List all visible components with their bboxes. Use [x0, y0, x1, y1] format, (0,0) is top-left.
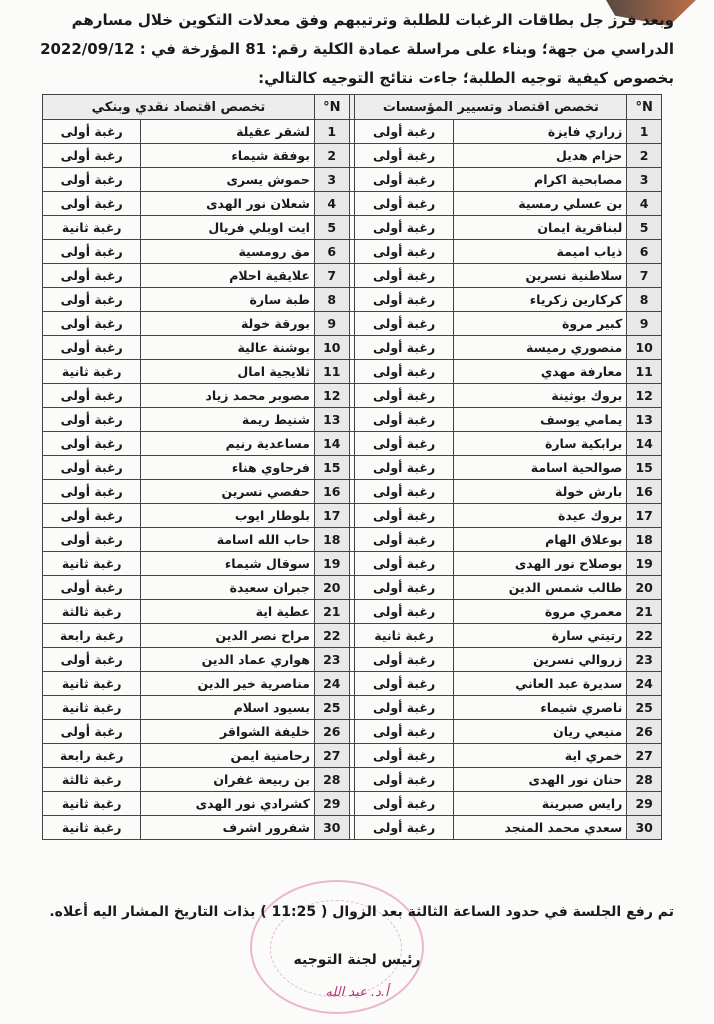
column-gap: [349, 816, 355, 840]
left-preference: رغبة أولى: [43, 408, 141, 432]
left-row-number: 3: [314, 168, 349, 192]
right-preference: رغبة أولى: [355, 192, 453, 216]
left-row-number: 6: [314, 240, 349, 264]
left-student-name: بن ربيعة غفران: [141, 768, 315, 792]
right-preference: رغبة أولى: [355, 408, 453, 432]
right-row-number: 4: [627, 192, 662, 216]
right-num-header: N°: [627, 95, 662, 120]
left-student-name: رحامنية ايمن: [141, 744, 315, 768]
right-preference: رغبة أولى: [355, 240, 453, 264]
left-row-number: 29: [314, 792, 349, 816]
right-student-name: منيعي ريان: [453, 720, 627, 744]
left-row-number: 4: [314, 192, 349, 216]
right-row-number: 19: [627, 552, 662, 576]
left-row-number: 26: [314, 720, 349, 744]
right-row-number: 16: [627, 480, 662, 504]
right-preference: رغبة أولى: [355, 456, 453, 480]
left-preference: رغبة رابعة: [43, 624, 141, 648]
column-gap: [349, 360, 355, 384]
closing-statement: تم رفع الجلسة في حدود الساعة الثالثة بعد الزوال ( 11:25 ) بذات التاريخ المشار اليه أعلاه.: [49, 904, 674, 920]
left-student-name: بلوطار ايوب: [141, 504, 315, 528]
left-row-number: 5: [314, 216, 349, 240]
column-gap: [349, 672, 355, 696]
right-preference: رغبة أولى: [355, 384, 453, 408]
left-preference: رغبة أولى: [43, 648, 141, 672]
left-preference: رغبة أولى: [43, 264, 141, 288]
table-row: [43, 504, 662, 528]
table-row: [43, 792, 662, 816]
right-preference: رغبة أولى: [355, 528, 453, 552]
left-preference: رغبة أولى: [43, 480, 141, 504]
intro-paragraph: [34, 6, 674, 93]
left-student-name: ايت اوبلي فريال: [141, 216, 315, 240]
left-row-number: 22: [314, 624, 349, 648]
left-num-header: N°: [314, 95, 349, 120]
table-body: [43, 120, 662, 840]
column-gap: [349, 432, 355, 456]
right-student-name: طالب شمس الدين: [453, 576, 627, 600]
right-row-number: 2: [627, 144, 662, 168]
table-row: [43, 816, 662, 840]
table-row: [43, 528, 662, 552]
left-student-name: شفرور اشرف: [141, 816, 315, 840]
right-preference: رغبة أولى: [355, 600, 453, 624]
table-row: [43, 120, 662, 144]
table-row: [43, 648, 662, 672]
left-row-number: 14: [314, 432, 349, 456]
right-student-name: سعدي محمد المنجد: [453, 816, 627, 840]
left-row-number: 20: [314, 576, 349, 600]
right-preference: رغبة أولى: [355, 648, 453, 672]
left-row-number: 8: [314, 288, 349, 312]
right-student-name: ناصري شيماء: [453, 696, 627, 720]
left-row-number: 15: [314, 456, 349, 480]
left-row-number: 16: [314, 480, 349, 504]
right-preference: رغبة أولى: [355, 552, 453, 576]
left-student-name: حاب الله اسامة: [141, 528, 315, 552]
table-row: [43, 456, 662, 480]
left-student-name: هواري عماد الدين: [141, 648, 315, 672]
left-row-number: 25: [314, 696, 349, 720]
left-preference: رغبة ثالثة: [43, 600, 141, 624]
column-gap: [349, 552, 355, 576]
right-row-number: 8: [627, 288, 662, 312]
left-row-number: 9: [314, 312, 349, 336]
left-preference: رغبة ثانية: [43, 696, 141, 720]
right-row-number: 18: [627, 528, 662, 552]
right-row-number: 9: [627, 312, 662, 336]
left-row-number: 24: [314, 672, 349, 696]
left-row-number: 2: [314, 144, 349, 168]
right-preference: رغبة ثانية: [355, 624, 453, 648]
right-row-number: 28: [627, 768, 662, 792]
table-row: [43, 144, 662, 168]
right-preference: رغبة أولى: [355, 576, 453, 600]
right-preference: رغبة أولى: [355, 312, 453, 336]
right-student-name: زروالي نسرين: [453, 648, 627, 672]
column-gap: [349, 768, 355, 792]
left-preference: رغبة ثانية: [43, 552, 141, 576]
intro-line-3: بخصوص كيفية توجيه الطلبة؛ جاءت نتائج التوجيه كالتالي:: [258, 69, 674, 87]
right-row-number: 27: [627, 744, 662, 768]
left-row-number: 28: [314, 768, 349, 792]
column-gap: [349, 240, 355, 264]
right-preference: رغبة أولى: [355, 768, 453, 792]
right-student-name: بروك بوثينة: [453, 384, 627, 408]
column-gap: [349, 696, 355, 720]
right-student-name: معمري مروة: [453, 600, 627, 624]
intro-line-1: وبعد فرز جل بطاقات الرغبات للطلبة وترتيبهم وفق معدلات التكوين خلال مسارهم: [71, 11, 674, 29]
left-student-name: شعلان نور الهدى: [141, 192, 315, 216]
right-preference: رغبة أولى: [355, 744, 453, 768]
column-gap: [349, 456, 355, 480]
left-preference: رغبة أولى: [43, 528, 141, 552]
column-gap: [349, 504, 355, 528]
left-student-name: فرحاوي هناء: [141, 456, 315, 480]
column-gap: [349, 95, 355, 120]
right-row-number: 20: [627, 576, 662, 600]
right-student-name: كركارين زكرياء: [453, 288, 627, 312]
right-student-name: بن عسلي رمسية: [453, 192, 627, 216]
left-student-name: سوقال شيماء: [141, 552, 315, 576]
left-student-name: ثلايجية امال: [141, 360, 315, 384]
right-student-name: رايس صبرينة: [453, 792, 627, 816]
left-row-number: 18: [314, 528, 349, 552]
right-preference: رغبة أولى: [355, 432, 453, 456]
left-row-number: 23: [314, 648, 349, 672]
left-row-number: 30: [314, 816, 349, 840]
table-row: [43, 264, 662, 288]
right-row-number: 5: [627, 216, 662, 240]
right-row-number: 11: [627, 360, 662, 384]
left-preference: رغبة رابعة: [43, 744, 141, 768]
table-row: [43, 168, 662, 192]
column-gap: [349, 600, 355, 624]
left-preference: رغبة أولى: [43, 144, 141, 168]
left-preference: رغبة أولى: [43, 384, 141, 408]
right-preference: رغبة أولى: [355, 168, 453, 192]
table-row: [43, 240, 662, 264]
table-row: [43, 576, 662, 600]
right-student-name: بروك عيدة: [453, 504, 627, 528]
right-preference: رغبة أولى: [355, 264, 453, 288]
table-row: [43, 288, 662, 312]
right-preference: رغبة أولى: [355, 504, 453, 528]
table-row: [43, 696, 662, 720]
right-preference: رغبة أولى: [355, 792, 453, 816]
column-gap: [349, 288, 355, 312]
right-preference: رغبة أولى: [355, 360, 453, 384]
left-row-number: 17: [314, 504, 349, 528]
right-row-number: 13: [627, 408, 662, 432]
table-row: [43, 360, 662, 384]
left-preference: رغبة ثانية: [43, 360, 141, 384]
right-row-number: 23: [627, 648, 662, 672]
right-student-name: منصوري رميسة: [453, 336, 627, 360]
right-row-number: 30: [627, 816, 662, 840]
right-student-name: بوعلاق الهام: [453, 528, 627, 552]
column-gap: [349, 312, 355, 336]
column-gap: [349, 528, 355, 552]
right-specialty-title: تخصص اقتصاد وتسيير المؤسسات: [355, 95, 627, 120]
left-preference: رغبة أولى: [43, 456, 141, 480]
right-student-name: رتيتي سارة: [453, 624, 627, 648]
left-preference: رغبة ثانية: [43, 792, 141, 816]
table-row: [43, 312, 662, 336]
right-row-number: 14: [627, 432, 662, 456]
right-student-name: معارفة مهدي: [453, 360, 627, 384]
column-gap: [349, 144, 355, 168]
right-row-number: 25: [627, 696, 662, 720]
column-gap: [349, 168, 355, 192]
right-student-name: حزام هديل: [453, 144, 627, 168]
right-student-name: بارش خولة: [453, 480, 627, 504]
right-student-name: صوالحية اسامة: [453, 456, 627, 480]
right-preference: رغبة أولى: [355, 816, 453, 840]
right-student-name: سلاطنية نسرين: [453, 264, 627, 288]
left-student-name: بسيود اسلام: [141, 696, 315, 720]
table-row: [43, 408, 662, 432]
right-student-name: ذياب اميمة: [453, 240, 627, 264]
left-preference: رغبة أولى: [43, 120, 141, 144]
left-row-number: 12: [314, 384, 349, 408]
left-student-name: علايقية احلام: [141, 264, 315, 288]
left-preference: رغبة أولى: [43, 432, 141, 456]
table-row: [43, 672, 662, 696]
left-row-number: 10: [314, 336, 349, 360]
left-student-name: مصوبر محمد زياد: [141, 384, 315, 408]
right-preference: رغبة أولى: [355, 720, 453, 744]
table-row: [43, 600, 662, 624]
right-row-number: 22: [627, 624, 662, 648]
right-student-name: يمامي يوسف: [453, 408, 627, 432]
column-gap: [349, 384, 355, 408]
left-preference: رغبة ثانية: [43, 816, 141, 840]
left-row-number: 7: [314, 264, 349, 288]
left-preference: رغبة ثانية: [43, 672, 141, 696]
right-preference: رغبة أولى: [355, 696, 453, 720]
left-student-name: مساعدية رنيم: [141, 432, 315, 456]
table-row: [43, 552, 662, 576]
column-gap: [349, 792, 355, 816]
column-gap: [349, 336, 355, 360]
right-student-name: حنان نور الهدى: [453, 768, 627, 792]
orientation-results-table: [42, 94, 662, 840]
right-row-number: 7: [627, 264, 662, 288]
column-gap: [349, 576, 355, 600]
right-preference: رغبة أولى: [355, 480, 453, 504]
left-row-number: 19: [314, 552, 349, 576]
table-row: [43, 192, 662, 216]
right-row-number: 26: [627, 720, 662, 744]
left-student-name: خليفة الشواقر: [141, 720, 315, 744]
right-student-name: خمري اية: [453, 744, 627, 768]
table-row: [43, 720, 662, 744]
left-preference: رغبة أولى: [43, 312, 141, 336]
left-row-number: 11: [314, 360, 349, 384]
table-row: [43, 480, 662, 504]
right-row-number: 3: [627, 168, 662, 192]
right-row-number: 24: [627, 672, 662, 696]
column-gap: [349, 192, 355, 216]
left-student-name: حفصي نسرين: [141, 480, 315, 504]
left-row-number: 21: [314, 600, 349, 624]
table-row: [43, 744, 662, 768]
right-student-name: بوصلاح نور الهدى: [453, 552, 627, 576]
left-student-name: بورقة خولة: [141, 312, 315, 336]
right-row-number: 29: [627, 792, 662, 816]
right-student-name: مصابحية اكرام: [453, 168, 627, 192]
left-student-name: حموش يسرى: [141, 168, 315, 192]
left-preference: رغبة أولى: [43, 504, 141, 528]
left-preference: رغبة أولى: [43, 192, 141, 216]
right-student-name: لبناقرية ايمان: [453, 216, 627, 240]
table-row: [43, 216, 662, 240]
left-preference: رغبة أولى: [43, 240, 141, 264]
column-gap: [349, 408, 355, 432]
intro-line-2: الدراسي من جهة؛ وبناء على مراسلة عمادة الكلية رقم: 81 المؤرخة في : 2022/09/12: [40, 40, 674, 58]
right-student-name: كبير مروة: [453, 312, 627, 336]
left-preference: رغبة ثانية: [43, 216, 141, 240]
right-preference: رغبة أولى: [355, 336, 453, 360]
right-preference: رغبة أولى: [355, 120, 453, 144]
signature-title: رئيس لجنة التوجيه: [293, 952, 421, 968]
column-gap: [349, 480, 355, 504]
right-preference: رغبة أولى: [355, 672, 453, 696]
right-preference: رغبة أولى: [355, 288, 453, 312]
right-row-number: 21: [627, 600, 662, 624]
column-gap: [349, 624, 355, 648]
right-preference: رغبة أولى: [355, 144, 453, 168]
left-row-number: 1: [314, 120, 349, 144]
left-student-name: عطية اية: [141, 600, 315, 624]
left-specialty-title: تخصص اقتصاد نقدي وبنكي: [43, 95, 315, 120]
table-row: [43, 768, 662, 792]
column-gap: [349, 744, 355, 768]
left-student-name: بوشنة عالية: [141, 336, 315, 360]
right-row-number: 6: [627, 240, 662, 264]
left-row-number: 27: [314, 744, 349, 768]
right-student-name: برابكية سارة: [453, 432, 627, 456]
left-student-name: شنيط ريمة: [141, 408, 315, 432]
left-preference: رغبة أولى: [43, 336, 141, 360]
table-row: [43, 432, 662, 456]
left-student-name: مناصرية خير الدين: [141, 672, 315, 696]
right-row-number: 12: [627, 384, 662, 408]
left-student-name: طبة سارة: [141, 288, 315, 312]
right-student-name: زراري فايزة: [453, 120, 627, 144]
column-gap: [349, 216, 355, 240]
left-preference: رغبة أولى: [43, 576, 141, 600]
right-student-name: سديرة عبد العاني: [453, 672, 627, 696]
left-student-name: جبران سعيدة: [141, 576, 315, 600]
right-row-number: 10: [627, 336, 662, 360]
table-row: [43, 336, 662, 360]
left-student-name: كشرادي نور الهدى: [141, 792, 315, 816]
left-row-number: 13: [314, 408, 349, 432]
left-student-name: مراح نصر الدين: [141, 624, 315, 648]
left-preference: رغبة ثالثة: [43, 768, 141, 792]
left-preference: رغبة أولى: [43, 720, 141, 744]
right-row-number: 15: [627, 456, 662, 480]
left-preference: رغبة أولى: [43, 288, 141, 312]
right-row-number: 1: [627, 120, 662, 144]
right-preference: رغبة أولى: [355, 216, 453, 240]
table-row: [43, 624, 662, 648]
table-row: [43, 384, 662, 408]
left-student-name: بوفقة شيماء: [141, 144, 315, 168]
column-gap: [349, 264, 355, 288]
table-header-row: [43, 95, 662, 120]
left-student-name: مق رومسية: [141, 240, 315, 264]
handwritten-signature: أ.د. عبد الله: [325, 985, 389, 1000]
column-gap: [349, 720, 355, 744]
column-gap: [349, 120, 355, 144]
column-gap: [349, 648, 355, 672]
left-preference: رغبة أولى: [43, 168, 141, 192]
left-student-name: لشقر عقيلة: [141, 120, 315, 144]
right-row-number: 17: [627, 504, 662, 528]
